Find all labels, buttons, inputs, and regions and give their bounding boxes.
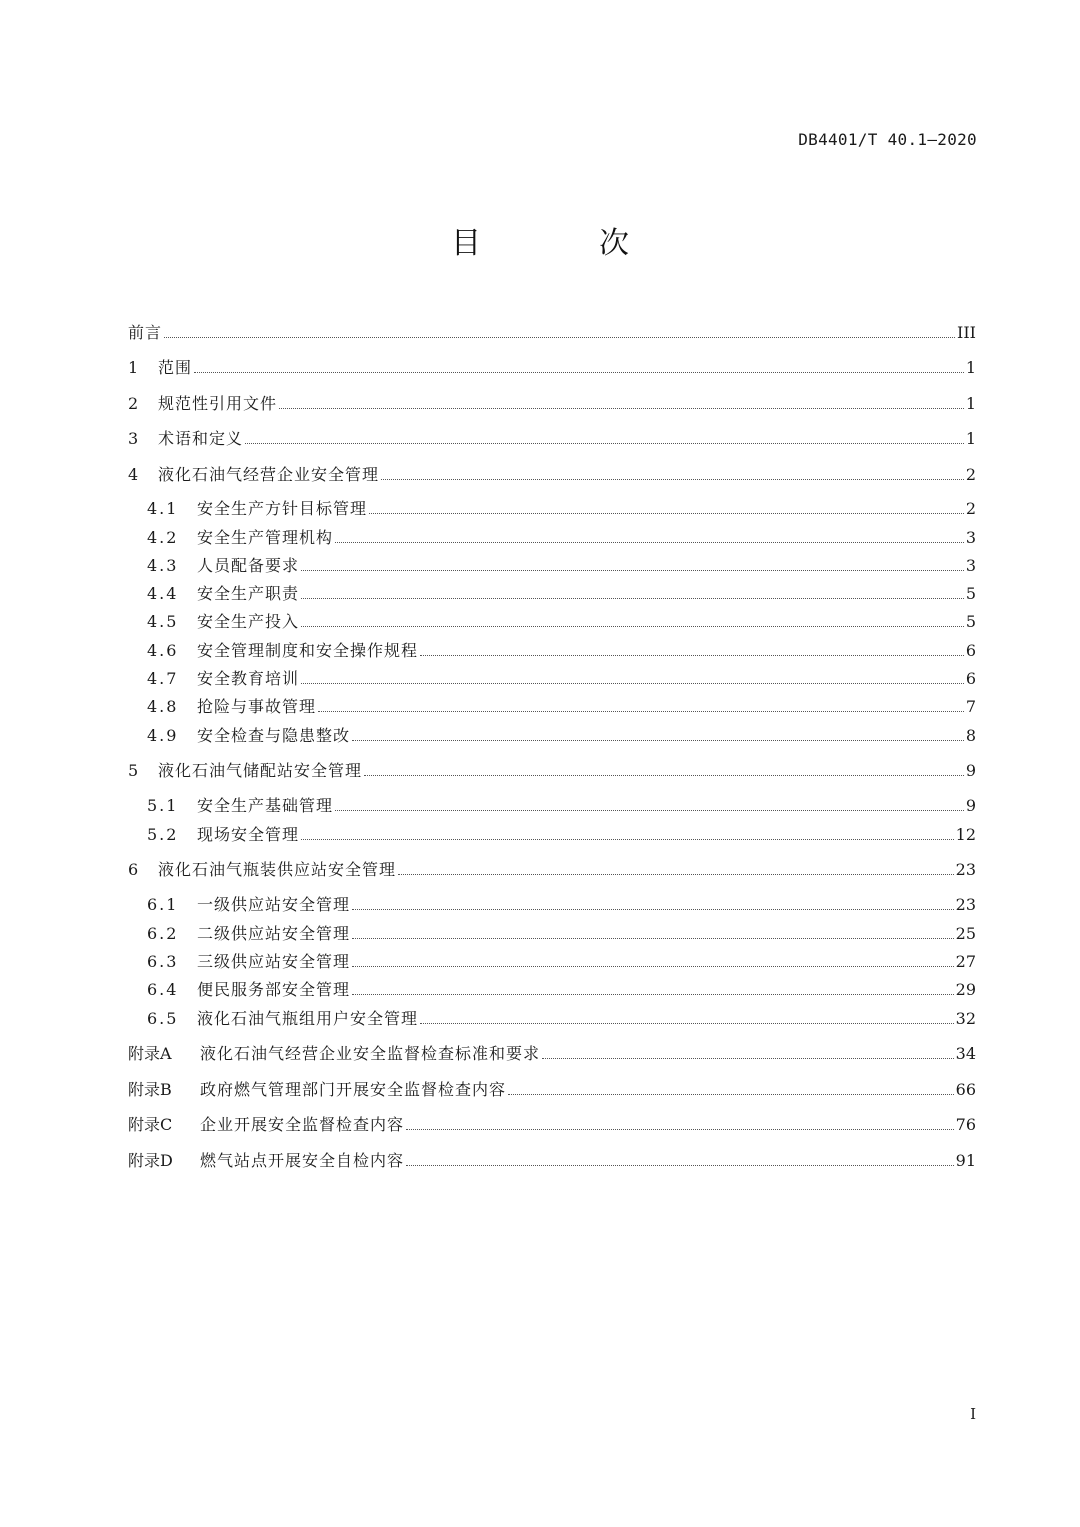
toc-entry-title: 抢险与事故管理 bbox=[197, 697, 317, 716]
toc-leader-dots bbox=[352, 966, 954, 967]
toc-entry-4-2[interactable] bbox=[147, 527, 976, 549]
toc-leader-dots bbox=[301, 839, 954, 840]
toc-entry-number: 4.3 bbox=[147, 556, 179, 575]
toc-entry-2[interactable] bbox=[128, 393, 976, 415]
toc-leader-dots bbox=[301, 683, 964, 684]
toc-entry-number: 6.3 bbox=[147, 952, 179, 971]
toc-entry-page: 12 bbox=[955, 825, 976, 844]
toc-entry-title: 液化石油气储配站安全管理 bbox=[158, 761, 363, 780]
toc-entry-number: 4.6 bbox=[147, 641, 179, 660]
toc-entry-appendix-c[interactable] bbox=[128, 1114, 976, 1136]
toc-entry-4-1[interactable] bbox=[147, 498, 976, 520]
toc-entry-number: 5.1 bbox=[147, 796, 179, 815]
toc-leader-dots bbox=[420, 1023, 954, 1024]
toc-leader-dots bbox=[301, 570, 964, 571]
toc-entry-title: 安全生产投入 bbox=[197, 612, 300, 631]
toc-entry-title: 范围 bbox=[158, 358, 193, 377]
page-title: 目 次 bbox=[451, 226, 673, 261]
toc-entry-number: 4.8 bbox=[147, 697, 179, 716]
toc-entry-6-1[interactable] bbox=[147, 894, 976, 916]
toc-entry-4-7[interactable] bbox=[147, 668, 976, 690]
toc-entry-title: 安全生产职责 bbox=[197, 584, 300, 603]
toc-entry-number: 附录D bbox=[128, 1151, 173, 1170]
toc-entry-title: 安全检查与隐患整改 bbox=[197, 726, 351, 745]
toc-entry-4-8[interactable] bbox=[147, 696, 976, 718]
toc-leader-dots bbox=[352, 994, 954, 995]
toc-entry-5-2[interactable] bbox=[147, 824, 976, 846]
toc-entry-page: 34 bbox=[955, 1044, 976, 1063]
toc-entry-number: 3 bbox=[128, 429, 139, 448]
toc-entry-number: 附录A bbox=[128, 1044, 172, 1063]
toc-entry-number: 4.4 bbox=[147, 584, 179, 603]
toc-entry-title: 企业开展安全监督检查内容 bbox=[200, 1115, 405, 1134]
toc-leader-dots bbox=[406, 1129, 954, 1130]
toc-entry-number: 6.2 bbox=[147, 924, 179, 943]
toc-leader-dots bbox=[398, 874, 954, 875]
toc-entry-title: 液化石油气经营企业安全监督检查标准和要求 bbox=[200, 1044, 541, 1063]
toc-entry-page: 66 bbox=[955, 1080, 976, 1099]
toc-entry-page: 2 bbox=[965, 499, 976, 518]
toc-leader-dots bbox=[335, 810, 964, 811]
toc-entry-page: 1 bbox=[965, 429, 976, 448]
toc-entry-preface[interactable] bbox=[128, 322, 976, 344]
toc-entry-page: 3 bbox=[965, 528, 976, 547]
toc-entry-page: 9 bbox=[965, 796, 976, 815]
toc-leader-dots bbox=[245, 443, 964, 444]
toc-entry-title: 术语和定义 bbox=[158, 429, 244, 448]
toc-entry-title: 液化石油气经营企业安全管理 bbox=[158, 465, 380, 484]
toc-entry-page: 25 bbox=[955, 924, 976, 943]
toc-entry-page: 9 bbox=[965, 761, 976, 780]
toc-entry-title: 燃气站点开展安全自检内容 bbox=[200, 1151, 405, 1170]
toc-entry-title: 安全教育培训 bbox=[197, 669, 300, 688]
toc-entry-title: 安全生产方针目标管理 bbox=[197, 499, 368, 518]
toc-entry-4-5[interactable] bbox=[147, 611, 976, 633]
toc-leader-dots bbox=[381, 479, 964, 480]
toc-leader-dots bbox=[164, 337, 955, 338]
toc-entry-6-2[interactable] bbox=[147, 923, 976, 945]
toc-leader-dots bbox=[194, 372, 964, 373]
toc-entry-page: 8 bbox=[965, 726, 976, 745]
toc-leader-dots bbox=[301, 598, 964, 599]
toc-entry-page: 3 bbox=[965, 556, 976, 575]
toc-entry-4[interactable] bbox=[128, 464, 976, 486]
toc-entry-number: 2 bbox=[128, 394, 139, 413]
toc-leader-dots bbox=[318, 711, 964, 712]
toc-entry-page: 6 bbox=[965, 669, 976, 688]
toc-leader-dots bbox=[335, 542, 964, 543]
toc-entry-6-5[interactable] bbox=[147, 1008, 976, 1030]
toc-entry-6-4[interactable] bbox=[147, 979, 976, 1001]
toc-leader-dots bbox=[279, 408, 964, 409]
toc-leader-dots bbox=[352, 938, 954, 939]
toc-entry-4-4[interactable] bbox=[147, 583, 976, 605]
toc-entry-number: 6.4 bbox=[147, 980, 179, 999]
toc-entry-page: 91 bbox=[955, 1151, 976, 1170]
toc-entry-number: 4.2 bbox=[147, 528, 179, 547]
toc-leader-dots bbox=[352, 909, 954, 910]
toc-entry-appendix-b[interactable] bbox=[128, 1079, 976, 1101]
toc-entry-5[interactable] bbox=[128, 760, 976, 782]
toc-entry-number: 1 bbox=[128, 358, 139, 377]
toc-entry-page: 27 bbox=[955, 952, 976, 971]
toc-entry-number: 4.1 bbox=[147, 499, 179, 518]
toc-entry-number: 4.5 bbox=[147, 612, 179, 631]
toc-entry-4-6[interactable] bbox=[147, 640, 976, 662]
toc-entry-page: 76 bbox=[955, 1115, 976, 1134]
toc-leader-dots bbox=[406, 1165, 954, 1166]
toc-entry-page: 23 bbox=[955, 895, 976, 914]
document-code: DB4401/T 40.1—2020 bbox=[798, 130, 977, 149]
toc-entry-title: 一级供应站安全管理 bbox=[197, 895, 351, 914]
toc-leader-dots bbox=[352, 740, 964, 741]
toc-entry-title: 三级供应站安全管理 bbox=[197, 952, 351, 971]
toc-entry-page: 6 bbox=[965, 641, 976, 660]
toc-entry-page: 29 bbox=[955, 980, 976, 999]
toc-leader-dots bbox=[508, 1094, 954, 1095]
toc-entry-page: 1 bbox=[965, 394, 976, 413]
toc-entry-page: 5 bbox=[965, 584, 976, 603]
toc-leader-dots bbox=[420, 655, 964, 656]
toc-entry-1[interactable] bbox=[128, 357, 976, 379]
toc-entry-page: 23 bbox=[955, 860, 976, 879]
toc-entry-number: 6 bbox=[128, 860, 139, 879]
toc-entry-title: 安全管理制度和安全操作规程 bbox=[197, 641, 419, 660]
toc-entry-number: 4 bbox=[128, 465, 139, 484]
toc-entry-6[interactable] bbox=[128, 859, 976, 881]
toc-entry-title: 政府燃气管理部门开展安全监督检查内容 bbox=[200, 1080, 507, 1099]
toc-leader-dots bbox=[369, 513, 964, 514]
toc-entry-3[interactable] bbox=[128, 428, 976, 450]
toc-entry-4-9[interactable] bbox=[147, 725, 976, 747]
toc-entry-appendix-d[interactable] bbox=[128, 1150, 976, 1172]
toc-entry-page: 7 bbox=[965, 697, 976, 716]
toc-entry-page: 2 bbox=[965, 465, 976, 484]
toc-entry-title: 规范性引用文件 bbox=[158, 394, 278, 413]
toc-entry-title: 二级供应站安全管理 bbox=[197, 924, 351, 943]
toc-leader-dots bbox=[364, 775, 964, 776]
toc-leader-dots bbox=[542, 1058, 954, 1059]
toc-entry-number: 4.7 bbox=[147, 669, 179, 688]
toc-entry-6-3[interactable] bbox=[147, 951, 976, 973]
toc-entry-number: 6.1 bbox=[147, 895, 179, 914]
toc-entry-number: 5.2 bbox=[147, 825, 179, 844]
toc-entry-page: 5 bbox=[965, 612, 976, 631]
toc-entry-title: 便民服务部安全管理 bbox=[197, 980, 351, 999]
toc-entry-4-3[interactable] bbox=[147, 555, 976, 577]
toc-entry-title: 前言 bbox=[128, 323, 163, 342]
toc-entry-number: 4.9 bbox=[147, 726, 179, 745]
toc-entry-number: 附录B bbox=[128, 1080, 172, 1099]
page-number: I bbox=[970, 1405, 976, 1423]
toc-entry-page: 1 bbox=[965, 358, 976, 377]
toc-entry-number: 5 bbox=[128, 761, 139, 780]
toc-entry-appendix-a[interactable] bbox=[128, 1043, 976, 1065]
toc-leader-dots bbox=[301, 626, 964, 627]
toc-entry-title: 液化石油气瓶组用户安全管理 bbox=[197, 1009, 419, 1028]
toc-entry-number: 6.5 bbox=[147, 1009, 179, 1028]
toc-entry-number: 附录C bbox=[128, 1115, 173, 1134]
toc-entry-page: 32 bbox=[955, 1009, 976, 1028]
toc-entry-5-1[interactable] bbox=[147, 795, 976, 817]
toc-entry-title: 安全生产基础管理 bbox=[197, 796, 334, 815]
toc-entry-title: 液化石油气瓶装供应站安全管理 bbox=[158, 860, 397, 879]
toc-entry-title: 人员配备要求 bbox=[197, 556, 300, 575]
toc-entry-page: III bbox=[957, 323, 976, 342]
toc-entry-title: 现场安全管理 bbox=[197, 825, 300, 844]
toc-entry-title: 安全生产管理机构 bbox=[197, 528, 334, 547]
